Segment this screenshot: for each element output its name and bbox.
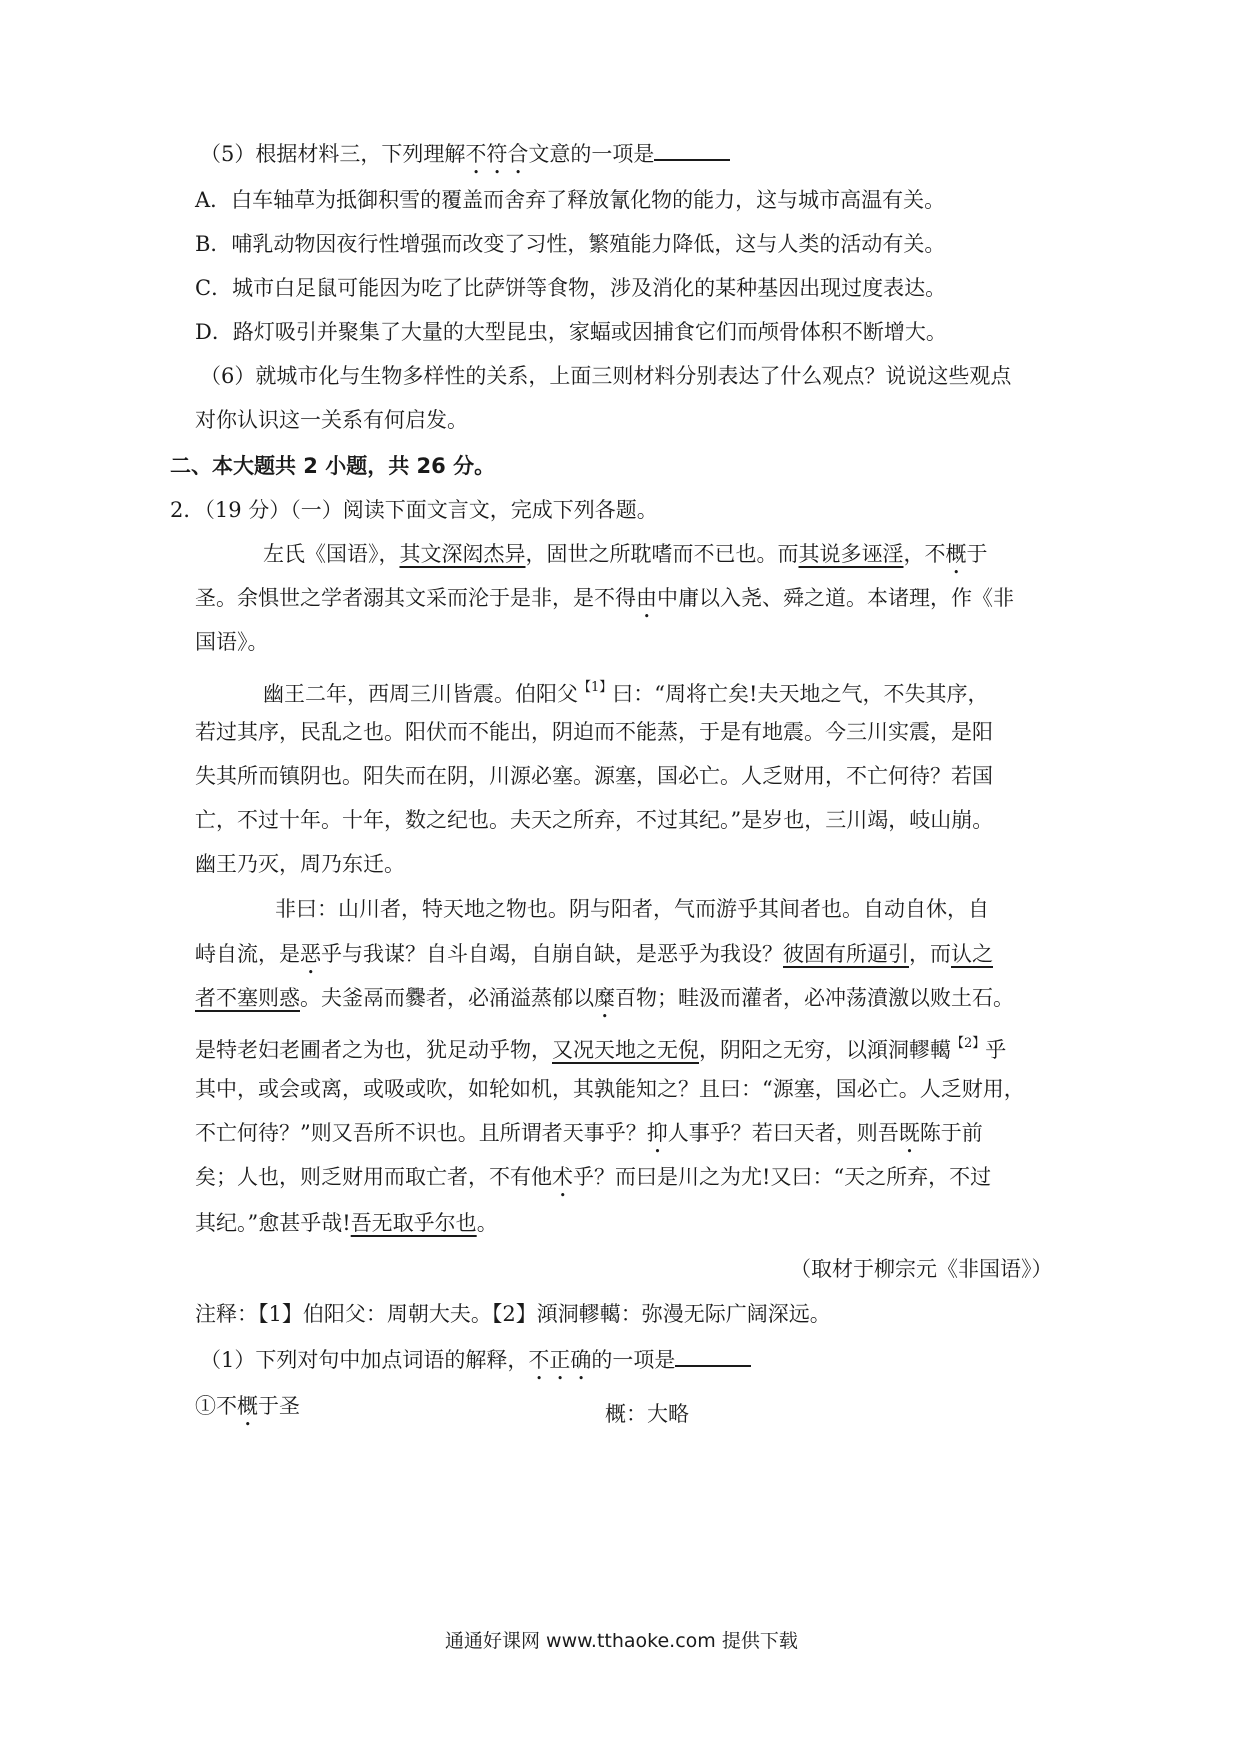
section-2-heading: 二、本大题共 2 小题，共 26 分。 (170, 454, 496, 478)
p3-line-1: 非曰：山川者，特天地之物也。阴与阳者，气而游乎其间者也。自动自休，自 (275, 897, 989, 921)
answer-blank[interactable] (675, 1347, 751, 1367)
item-1-gloss: 概：大略 (605, 1402, 689, 1426)
q5-stem: （5）根据材料三，下列理解不符合文意的一项是 (200, 140, 730, 179)
q5-option-a: A．白车轴草为抵御积雪的覆盖而舍弃了释放氰化物的能力，这与城市高温有关。 (195, 188, 946, 212)
p3-line-8: 其纪。”愈甚乎哉!吾无取乎尔也。 (195, 1211, 498, 1235)
footnote-ref-1: 【1】 (578, 680, 613, 695)
p3-line-4: 是特老妇老圃者之为也，犹足动乎物，又况天地之无倪，阴阳之无穷，以澒洞轇轕$^{【2】}$乎 (195, 1036, 1007, 1062)
item-1: ①不概于圣 (195, 1394, 300, 1418)
p2-line-2: 若过其序，民乱之也。阳伏而不能出，阴迫而不能蒸，于是有地震。今三川实震，是阳 (195, 720, 993, 744)
p2-line-5: 幽王乃灭，周乃东迁。 (195, 852, 405, 876)
p2-line-1: 幽王二年，西周三川皆震。伯阳父$^{【1】}$曰：“周将亡矣!夫天地之气，不失其序， (263, 680, 989, 706)
p3-line-2: 峙自流，是恶乎与我谋？自斗自竭，自崩自缺，是恶乎为我设？彼固有所逼引，而认之 (195, 942, 993, 966)
q6-line-1: （6）就城市化与生物多样性的关系，上面三则材料分别表达了什么观点？说说这些观点 (200, 364, 1012, 388)
p1-line-1: 左氏《国语》，其文深闳杰异，固世之所耽嗜而不已也。而其说多诬淫，不概于 (263, 542, 988, 566)
q6-line-2: 对你认识这一关系有何启发。 (195, 408, 468, 432)
q5-option-c: C．城市白足鼠可能因为吃了比萨饼等食物，涉及消化的某种基因出现过度表达。 (195, 276, 947, 300)
p1-line-2: 圣。余惧世之学者溺其文采而沦于是非，是不得由中庸以入尧、舜之道。本诸理，作《非 (195, 586, 1014, 610)
q5-option-d: D．路灯吸引并聚集了大量的大型昆虫，家蝠或因捕食它们而颅骨体积不断增大。 (195, 320, 947, 344)
p3-line-3: 者不塞则惑。夫釜鬲而爨者，必涌溢蒸郁以糜百物；畦汲而灌者，必冲荡濆激以败土石。 (195, 986, 1014, 1010)
footnotes: 注释：【1】伯阳父：周朝大夫。【2】澒洞轇轕：弥漫无际广阔深远。 (195, 1302, 831, 1326)
p3-line-7: 矣；人也，则乏财用而取亡者，不有他术乎？而曰是川之为尤!又曰：“天之所弃，不过 (195, 1165, 992, 1189)
page-footer: 通通好课网 www.tthaoke.com 提供下载 (445, 1630, 798, 1652)
source-citation: （取材于柳宗元《非国语》） (790, 1257, 1053, 1281)
p3-line-6: 不亡何待？”则又吾所不识也。且所谓者天事乎？抑人事乎？若曰天者，则吾既陈于前 (195, 1121, 983, 1145)
sub-question-1: （1）下列对句中加点词语的解释，不正确的一项是 (200, 1346, 751, 1385)
p2-line-3: 失其所而镇阴也。阳失而在阴，川源必塞。源塞，国必亡。人乏财用，不亡何待？若国 (195, 764, 993, 788)
p2-line-4: 亡，不过十年。十年，数之纪也。夫天之所弃，不过其纪。”是岁也，三川竭，岐山崩。 (195, 808, 994, 832)
answer-blank[interactable] (654, 141, 730, 161)
p1-line-3: 国语》。 (195, 630, 269, 654)
q2-intro: 2．（19 分）（一）阅读下面文言文，完成下列各题。 (170, 498, 658, 522)
footnote-ref-2: 【2】 (951, 1036, 986, 1051)
p3-line-5: 其中，或会或离，或吸或吹，如轮如机，其孰能知之？且曰：“源塞，国必亡。人乏财用， (195, 1077, 1025, 1101)
q5-option-b: B．哺乳动物因夜行性增强而改变了习性，繁殖能力降低，这与人类的活动有关。 (195, 232, 946, 256)
